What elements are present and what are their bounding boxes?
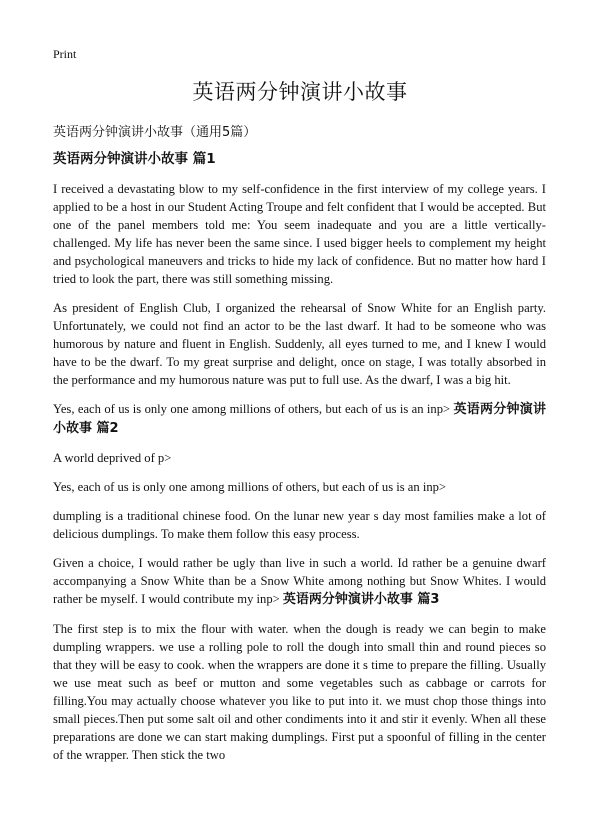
paragraph: A world deprived of p> <box>53 451 172 465</box>
paragraph: dumpling is a traditional chinese food. On the lunar new year s day most families make a lot of delicious dumplings. To make them follow this easy process. <box>53 509 546 541</box>
paragraph <box>53 400 546 438</box>
paragraph-text: Yes, each of us is only one among millions of others, but each of us is an inp> <box>53 402 451 416</box>
print-label[interactable]: Print <box>53 47 77 61</box>
paragraph-text: Given a choice, I would rather be ugly than live in such a world. Id rather be a genuine dwarf accompanying a Snow White than be a Snow White among nothing but Snow Whites. I would rather be myself. I would contribute my inp> <box>53 556 546 606</box>
section-heading-1: 英语两分钟演讲小故事 篇1 <box>53 151 216 167</box>
paragraph: Yes, each of us is only one among millions of others, but each of us is an inp> <box>53 480 447 494</box>
paragraph: I received a devastating blow to my self-confidence in the first interview of my college years. I applied to be a host in our Student Acting Troupe and felt confident that I would be accepted. But one of the panel members told me: You seem inadequate and you are a little vertically-challenged. My life has never been the same since. I used bigger heels to complement my height and psychological maneuvers and tricks to hide my lack of confidence. But no matter how hard I tried to look the part, there was still something missing. <box>53 182 546 286</box>
paragraph <box>53 554 546 609</box>
paragraph: The first step is to mix the flour with water. when the dough is ready we can begin to make dumpling wrappers. we use a rolling pole to roll the dough into small thin and round pieces so that they will be easy to cook. when the wrappers are done it s time to prepare the filling. Usually we use meat such as beef or mutton and some vegetables such as cabbage or carrots for filling.You may actually choose whatever you like to put into it. we must chop those things into small pieces.Then put some salt oil and other condiments into it and stir it evenly. When all these preparations are done we can start making dumplings. First put a spoonful of filling in the center of the wrapper. Then stick the two <box>53 622 546 762</box>
section-heading-2: 英语两分钟演讲小故事 篇2 <box>53 402 546 436</box>
section-heading-3: 英语两分钟演讲小故事 篇3 <box>282 592 440 607</box>
page-title: 英语两分钟演讲小故事 <box>192 80 408 104</box>
article-body <box>53 150 546 775</box>
paragraph: As president of English Club, I organized the rehearsal of Snow White for an English party. Unfortunately, we could not find an actor to be the last dwarf. It had to be someone who was humorous by nature and fluent in English. Suddenly, all eyes turned to me, and I knew I would have to be the dwarf. To my great surprise and delight, once on stage, I was totally absorbed in the performance and my humorous nature was put to full use. As the dwarf, I was a big hit. <box>53 301 546 387</box>
page-subtitle: 英语两分钟演讲小故事（通用5篇） <box>53 125 257 140</box>
